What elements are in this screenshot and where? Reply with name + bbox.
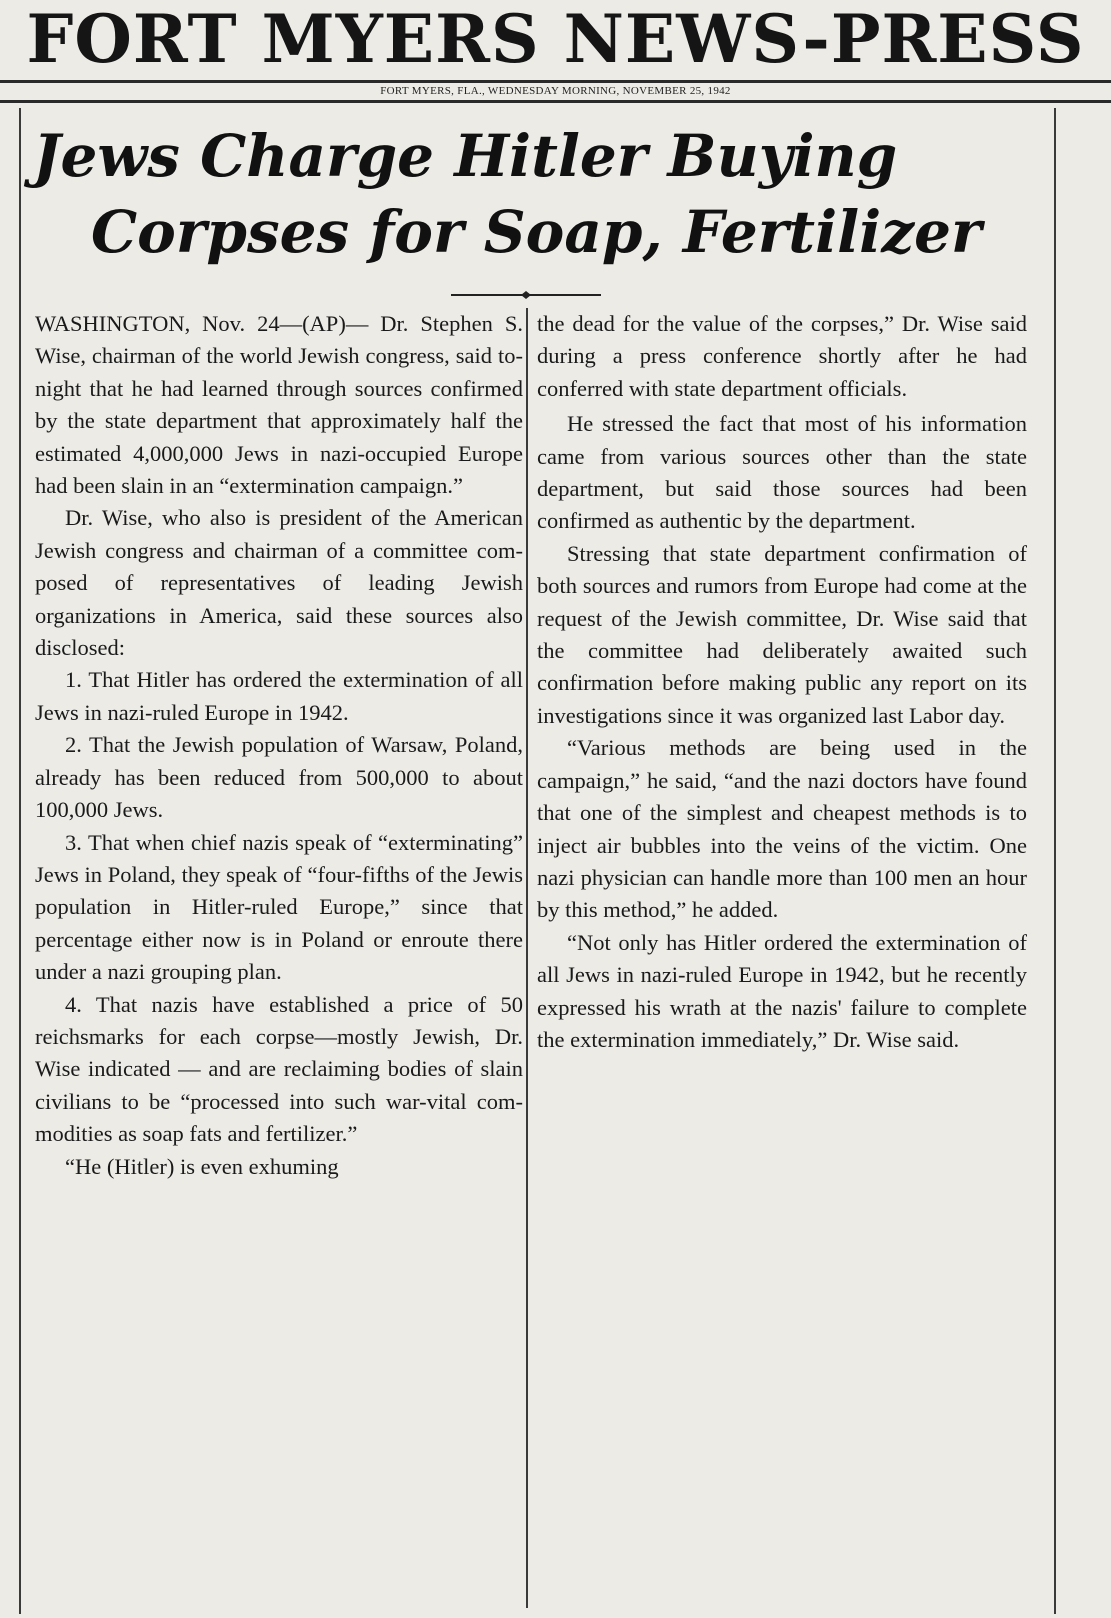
masthead	[0, 0, 1111, 112]
paragraph: Stressing that state department confirmation of both sources and rumors from Europe had come at the request of the Jewish committee, Dr. Wise said that the committee had deliberately awaited such confirmation before making public any report on its investigations since it was organized last Labor day.	[537, 540, 1027, 728]
paragraph: 2. That the Jewish population of Warsaw, Poland, already has been reduced from 500,000 to about 100,000 Jews.	[35, 732, 523, 823]
left-column	[35, 308, 523, 1608]
paragraph: the dead for the value of the corpses,” Dr. Wise said during a press conference shortly after he had conferred with state department officials.	[537, 311, 1027, 401]
paragraph: Dr. Wise, who also is president of the American Jewish congress and chairman of a committee composed of representatives of leading Jewish organizations in America, said these sources also disclosed:	[35, 505, 523, 661]
paragraph: WASHINGTON, Nov. 24—(AP)— Dr. Stephen S. Wise, chairman of the world Jewish congress, said tonight that he had learned through sources confirmed by the state department that approximately half the estimated 4,000,000 Jews in nazi-occupied Europe had been slain in an “extermination campaign.”	[35, 311, 523, 499]
article	[19, 108, 1056, 1614]
headline-dash-ornament	[451, 290, 601, 300]
headline-line-2: Corpses for Soap, Fertilizer	[91, 198, 982, 266]
paragraph: He stressed the fact that most of his information came from various sources other than the state department, but said those sources had been confirmed as authentic by the department.	[537, 411, 1027, 534]
newspaper-name: FORT MYERS NEWS-PRESS	[26, 0, 1085, 78]
paragraph: “He (Hitler) is even exhuming	[65, 1153, 339, 1179]
headline	[33, 118, 1043, 270]
paragraph: “Not only has Hitler ordered the extermination of all Jews in nazi-ruled Europe in 1942, but he recently expressed his wrath at the nazis' failure to complete the extermination immediately,” Dr. Wise said.	[537, 929, 1027, 1052]
dateline: FORT MYERS, FLA., WEDNESDAY MORNING, NOVEMBER 25, 1942	[380, 85, 731, 97]
paragraph: 3. That when chief nazis speak of “exterminating” Jews in Poland, they speak of “four-fifths of the Jewis population in Hitler-ruled Europe,” since that percentage either now is in Poland or enroute there under a nazi grouping plan.	[35, 829, 523, 985]
paragraph: “Various methods are being used in the campaign,” he said, “and the nazi doctors have found that one of the simplest and cheapest methods is to inject air bubbles into the veins of the victim. One nazi physician can handle more than 100 men an hour by this method,” he added.	[537, 735, 1027, 923]
paragraph: 1. That Hitler has ordered the extermination of all Jews in nazi-ruled Europe in 1942.	[35, 667, 523, 725]
masthead-bottom-rule	[0, 100, 1111, 103]
paragraph: 4. That nazis have established a price of 50 reichsmarks for each corpse—mostly Jewish, Dr. Wise indicated — and are reclaiming bodies of slain civilians to be “processed into such war-vital commodities as soap fats and fertilizer.”	[35, 991, 523, 1147]
right-column	[537, 308, 1027, 1608]
column-divider	[526, 308, 528, 1608]
masthead-top-rule	[0, 80, 1111, 83]
headline-line-1: Jews Charge Hitler Buying	[33, 122, 898, 190]
